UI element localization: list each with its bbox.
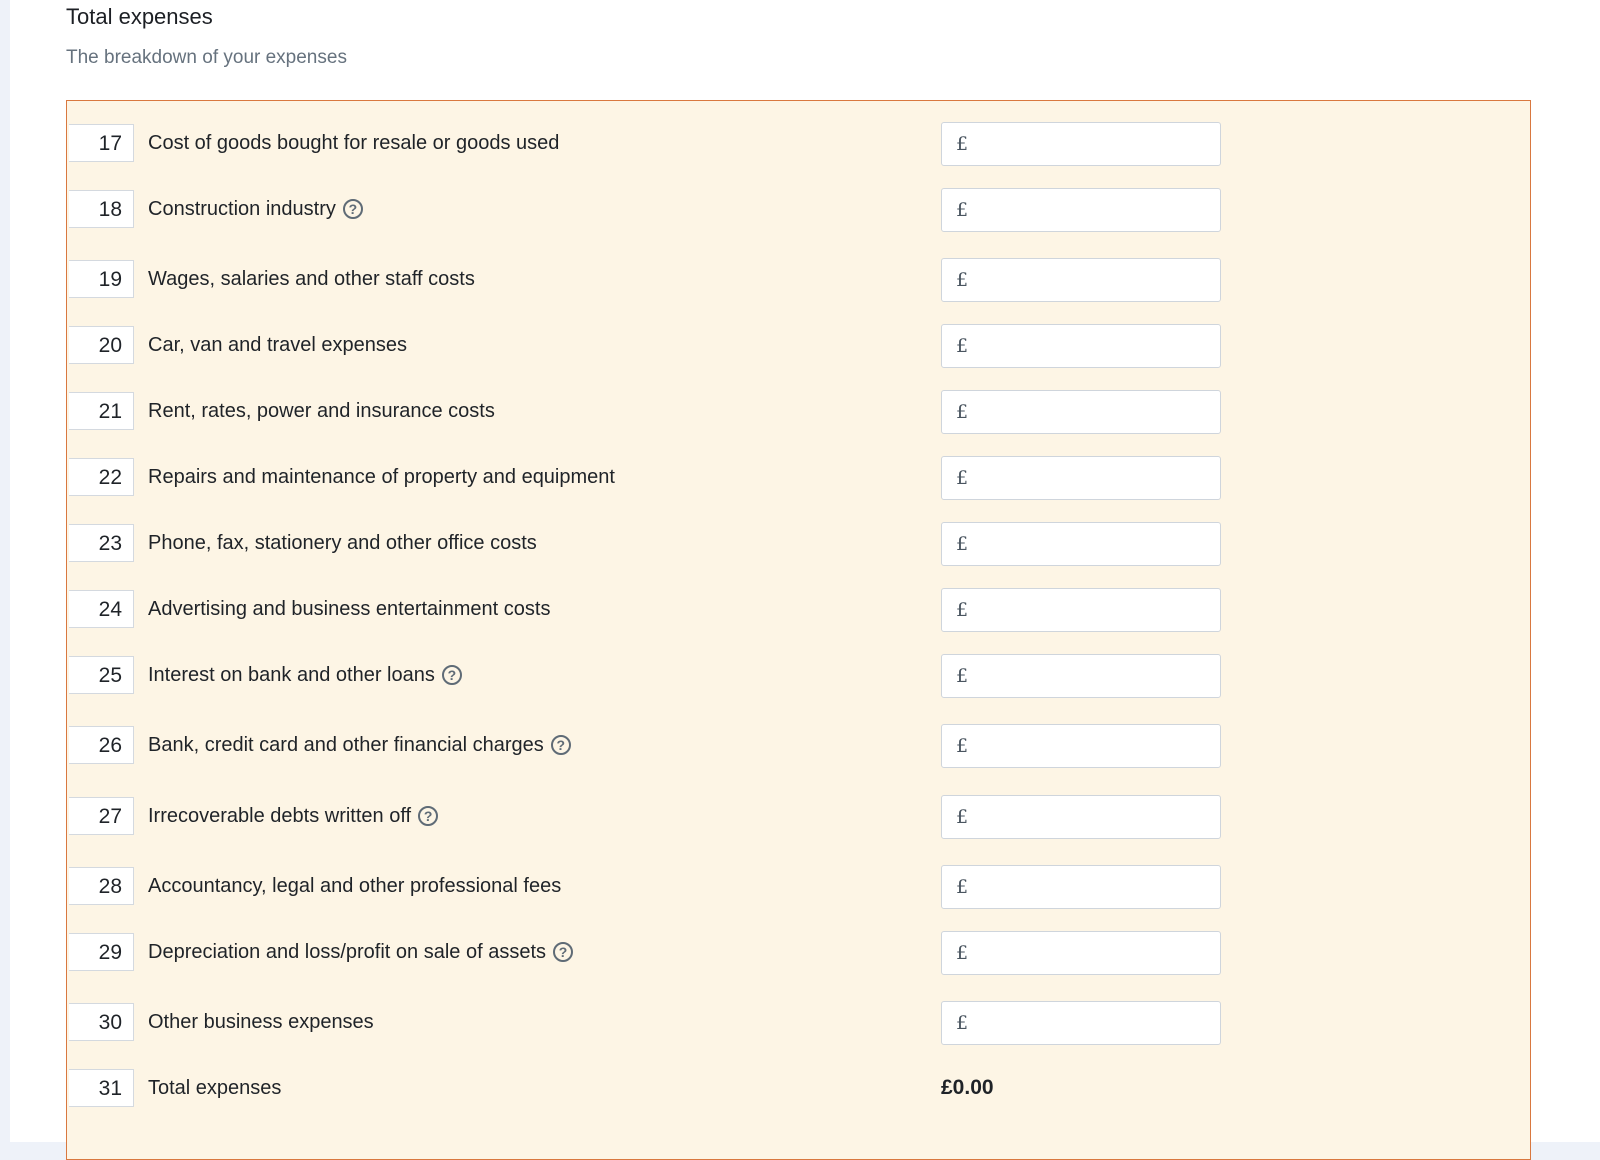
expense-label	[148, 726, 571, 764]
expense-label	[148, 458, 615, 496]
expense-label-text: Repairs and maintenance of property and equipment	[148, 466, 615, 488]
depreciation-input[interactable]	[974, 934, 1204, 972]
amount-field[interactable]	[941, 865, 1221, 909]
repairs-maintenance-input[interactable]	[974, 459, 1204, 497]
question-circle-icon[interactable]: ?	[553, 942, 573, 962]
amount-field[interactable]	[941, 122, 1221, 166]
pound-sign: £	[956, 269, 969, 291]
box-number: 29	[69, 933, 134, 971]
expense-row-25	[67, 656, 1530, 696]
bank-charges-input[interactable]	[974, 727, 1204, 765]
expense-label-text: Advertising and business entertainment costs	[148, 598, 551, 620]
pound-sign: £	[956, 199, 969, 221]
amount-field[interactable]	[941, 522, 1221, 566]
pound-sign: £	[956, 665, 969, 687]
expense-label-text: Accountancy, legal and other professional fees	[148, 875, 562, 897]
expense-label	[148, 190, 363, 228]
expense-label	[148, 1003, 374, 1041]
box-number: 24	[69, 590, 134, 628]
box-number: 31	[69, 1069, 134, 1107]
expense-label-text: Irrecoverable debts written off	[148, 805, 412, 827]
pound-sign: £	[956, 942, 969, 964]
box-number: 25	[69, 656, 134, 694]
amount-field[interactable]	[941, 931, 1221, 975]
expense-label	[148, 124, 559, 162]
question-circle-icon[interactable]: ?	[551, 735, 571, 755]
amount-field[interactable]	[941, 588, 1221, 632]
expense-label-text: Phone, fax, stationery and other office costs	[148, 532, 537, 554]
box-number: 17	[69, 124, 134, 162]
pound-sign: £	[956, 599, 969, 621]
expense-label	[148, 392, 495, 430]
total-expenses-value: £0.00	[941, 1076, 994, 1099]
expense-label-text: Bank, credit card and other financial charges	[148, 734, 544, 756]
car-van-travel-input[interactable]	[974, 327, 1204, 365]
expense-label-text: Construction industry	[148, 198, 336, 220]
expense-row-24	[67, 590, 1530, 630]
expense-row-20	[67, 326, 1530, 366]
total-label	[148, 1069, 281, 1107]
irrecoverable-debts-input[interactable]	[974, 798, 1204, 836]
amount-field[interactable]	[941, 654, 1221, 698]
expense-row-19	[67, 260, 1530, 300]
rent-rates-input[interactable]	[974, 393, 1204, 431]
pound-sign: £	[956, 876, 969, 898]
expense-row-28	[67, 867, 1530, 907]
total-row	[67, 1069, 1530, 1109]
pound-sign: £	[956, 735, 969, 757]
page	[10, 0, 1600, 1142]
question-circle-icon[interactable]: ?	[442, 665, 462, 685]
expenses-panel	[66, 100, 1531, 1160]
amount-field[interactable]	[941, 795, 1221, 839]
expense-label-text: Depreciation and loss/profit on sale of assets	[148, 941, 546, 963]
expense-row-29	[67, 933, 1530, 973]
amount-field[interactable]	[941, 1001, 1221, 1045]
amount-field[interactable]	[941, 390, 1221, 434]
expense-label	[148, 933, 573, 971]
box-number: 22	[69, 458, 134, 496]
expense-label-text: Other business expenses	[148, 1011, 374, 1033]
expense-label	[148, 797, 438, 835]
interest-loans-input[interactable]	[974, 657, 1204, 695]
pound-sign: £	[956, 401, 969, 423]
question-circle-icon[interactable]: ?	[418, 806, 438, 826]
expense-label	[148, 590, 550, 628]
phone-fax-input[interactable]	[974, 525, 1204, 563]
expense-row-30	[67, 1003, 1530, 1043]
pound-sign: £	[956, 806, 969, 828]
expense-label-text: Cost of goods bought for resale or goods used	[148, 132, 560, 154]
box-number: 28	[69, 867, 134, 905]
expense-row-26	[67, 726, 1530, 766]
expense-row-18	[67, 190, 1530, 230]
pound-sign: £	[956, 133, 969, 155]
question-circle-icon[interactable]: ?	[343, 199, 363, 219]
construction-industry-input[interactable]	[974, 191, 1204, 229]
expense-row-21	[67, 392, 1530, 432]
expense-row-22	[67, 458, 1530, 498]
box-number: 19	[69, 260, 134, 298]
box-number: 20	[69, 326, 134, 364]
amount-field[interactable]	[941, 456, 1221, 500]
amount-field[interactable]	[941, 258, 1221, 302]
box-number: 30	[69, 1003, 134, 1041]
expense-label	[148, 260, 475, 298]
expense-label	[148, 867, 561, 905]
expense-row-27	[67, 797, 1530, 837]
expense-label	[148, 656, 462, 694]
expense-row-17	[67, 124, 1530, 164]
amount-field[interactable]	[941, 324, 1221, 368]
expense-label	[148, 326, 407, 364]
pound-sign: £	[956, 335, 969, 357]
section-subtitle: The breakdown of your expenses	[66, 47, 347, 68]
expense-label-text: Interest on bank and other loans	[148, 664, 435, 686]
box-number: 27	[69, 797, 134, 835]
pound-sign: £	[956, 1012, 969, 1034]
accountancy-fees-input[interactable]	[974, 868, 1204, 906]
expense-label-text: Car, van and travel expenses	[148, 334, 408, 356]
box-number: 26	[69, 726, 134, 764]
expense-label-text: Wages, salaries and other staff costs	[148, 268, 475, 290]
expense-label	[148, 524, 537, 562]
box-number: 18	[69, 190, 134, 228]
cost-of-goods-input[interactable]	[974, 125, 1204, 163]
expense-row-23	[67, 524, 1530, 564]
total-label-text: Total expenses	[148, 1077, 282, 1099]
pound-sign: £	[956, 533, 969, 555]
pound-sign: £	[956, 467, 969, 489]
other-expenses-input[interactable]	[974, 1004, 1204, 1042]
expense-label-text: Rent, rates, power and insurance costs	[148, 400, 495, 422]
box-number: 23	[69, 524, 134, 562]
box-number: 21	[69, 392, 134, 430]
advertising-input[interactable]	[974, 591, 1204, 629]
section-title: Total expenses	[66, 4, 213, 29]
wages-salaries-input[interactable]	[974, 261, 1204, 299]
amount-field[interactable]	[941, 724, 1221, 768]
amount-field[interactable]	[941, 188, 1221, 232]
